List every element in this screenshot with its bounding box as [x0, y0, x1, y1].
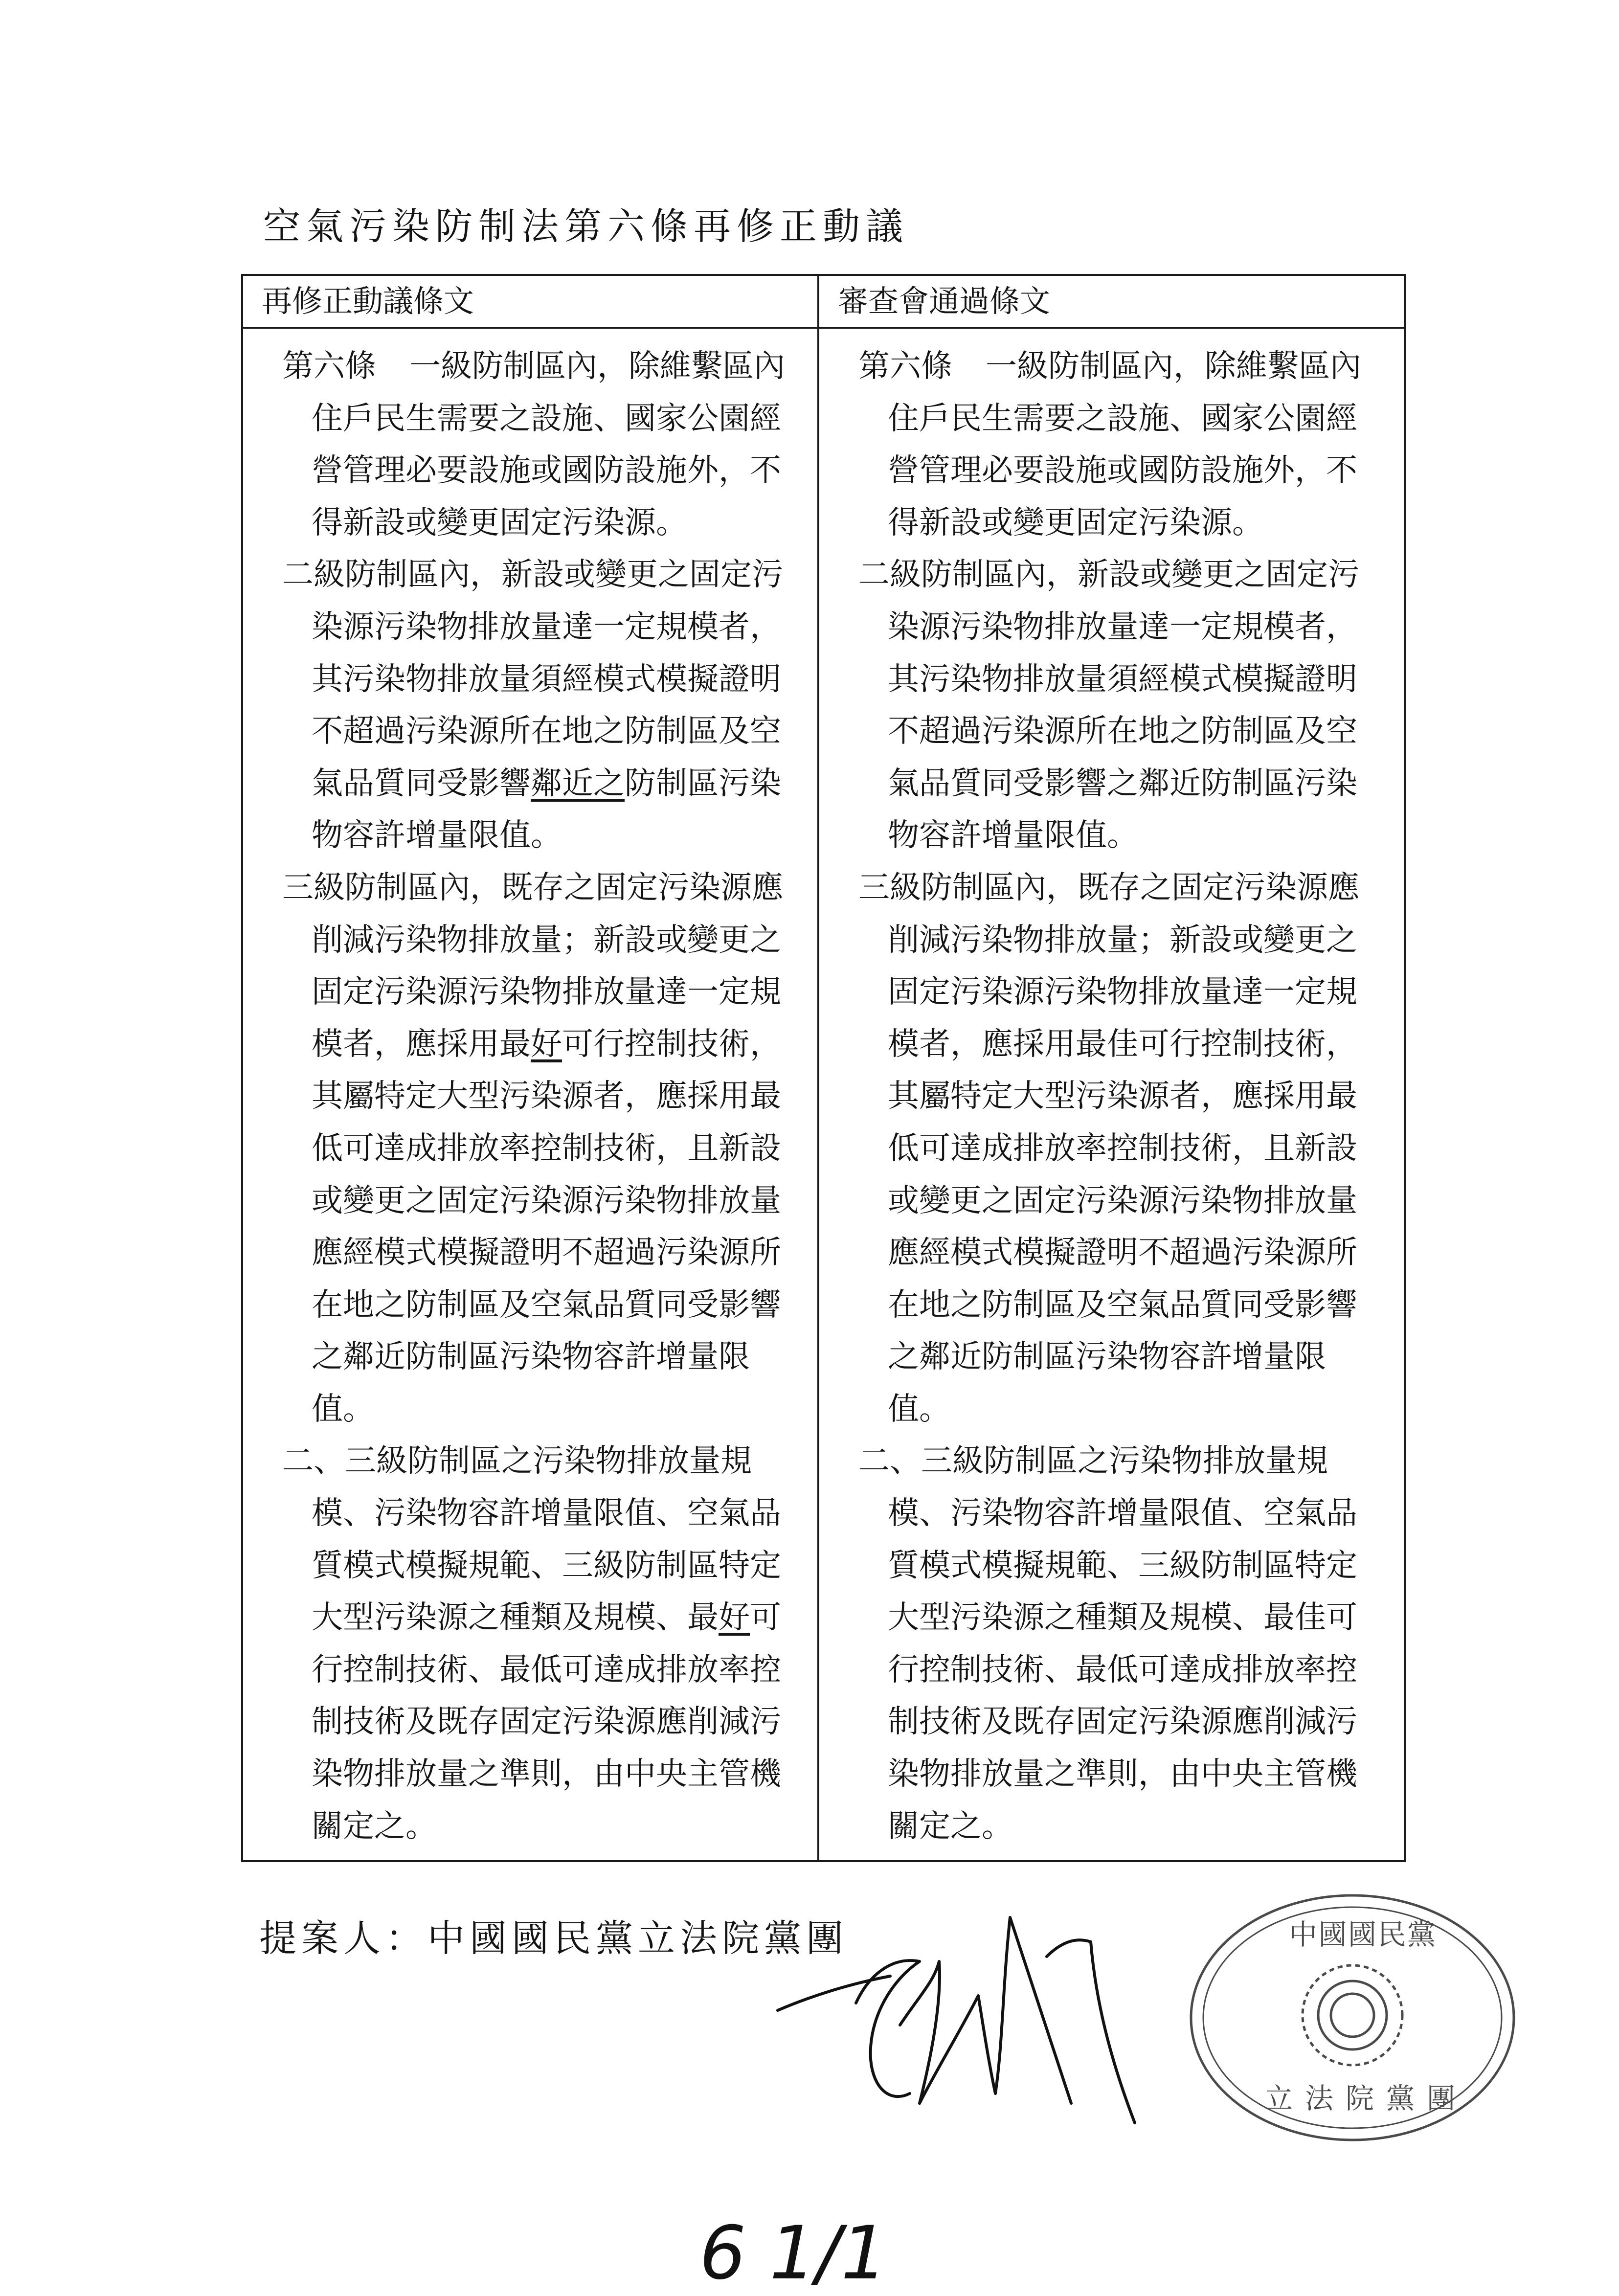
table-body-row: [242, 328, 1405, 1861]
header-revised-motion: 再修正動議條文: [242, 275, 818, 328]
article-paragraph-4: [282, 1435, 788, 1852]
handwritten-signature: [773, 1898, 1154, 2152]
article-paragraph-1: [282, 340, 788, 549]
article-paragraph-1: [858, 340, 1374, 549]
article-paragraph-3: [858, 862, 1374, 1436]
article-paragraph-4: [858, 1435, 1374, 1852]
revised-motion-cell: [242, 328, 818, 1861]
article-label: 第六條: [858, 348, 952, 384]
proposer-line: 提案人：中國國民黨立法院黨團: [259, 1916, 848, 1960]
paragraph-text: 三級防制區內，既存之固定污染源應削減污染物排放量；新設或變更之固定污染源污染物排放量達一定規模者，應採用最: [282, 869, 783, 1062]
paragraph-text: 二級防制區內，新設或變更之固定污染源污染物排放量達一定規模者，其污染物排放量須經模式模擬證明不超過污染源所在地之防制區及空氣品質同受影響之鄰近防制區污染物容許增量限值。: [858, 557, 1359, 854]
article-paragraph-2: [282, 549, 788, 862]
article-paragraph-2: [858, 549, 1374, 862]
table-header-row: [242, 275, 1405, 328]
document-title: 空氣污染防制法第六條再修正動議: [263, 204, 909, 248]
committee-version-cell: [818, 328, 1405, 1861]
amended-text: 好: [719, 1599, 750, 1636]
paragraph-text: 二、三級防制區之污染物排放量規模、污染物容許增量限值、空氣品質模式模擬規範、三級防制區特定大型污染源之種類及規模、最佳可行控制技術、最低可達成排放率控制技術及既存固定污染源應削減污染物排放量之準則，由中央主管機關定之。: [858, 1443, 1357, 1845]
paragraph-text: 一級防制區內，除維繫區內住戶民生需要之設施、國家公園經營管理必要設施或國防設施外，不得新設或變更固定污染源。: [888, 348, 1361, 541]
handwritten-page-number: 6 1/1: [699, 2211, 888, 2296]
article-label: 第六條: [282, 348, 376, 384]
paragraph-text: 三級防制區內，既存之固定污染源應削減污染物排放量；新設或變更之固定污染源污染物排放量達一定規模者，應採用最佳可行控制技術，其屬特定大型污染源者，應採用最低可達成排放率控制技術，且新設或變更之固定污染源污染物排放量應經模式模擬證明不超過污染源所在地之防制區及空氣品質同受影響之鄰近防制區污染物容許增量限值。: [858, 869, 1359, 1427]
paragraph-text: 二級防制區內，新設或變更之固定污染源污染物排放量達一定規模者，其污染物排放量須經模式模擬證明不超過污染源所在地之防制區及空氣品質同受影響: [282, 557, 783, 802]
paragraph-text: 防制區污染物容許增量限值。: [312, 765, 781, 854]
paragraph-text: 一級防制區內，除維繫區內住戶民生需要之設施、國家公園經營管理必要設施或國防設施外，不得新設或變更固定污染源。: [312, 348, 785, 541]
article-paragraph-3: [282, 862, 788, 1436]
paragraph-text: 可行控制技術，其屬特定大型污染源者，應採用最低可達成排放率控制技術，且新設或變更之固定污染源污染物排放量應經模式模擬證明不超過污染源所在地之防制區及空氣品質同受影響之鄰近防制區污染物容許增量限值。: [312, 1026, 781, 1427]
header-committee-version: 審查會通過條文: [818, 275, 1405, 328]
seal-text-bottom: 立法院黨團: [1264, 2082, 1455, 2115]
amended-text: 好: [531, 1026, 562, 1062]
paragraph-text: 二、三級防制區之污染物排放量規模、污染物容許增量限值、空氣品質模式模擬規範、三級防制區特定大型污染源之種類及規模、最: [282, 1443, 781, 1636]
amendment-table: [241, 274, 1406, 1862]
seal-text-top: 中國國民黨: [1289, 1918, 1436, 1951]
amended-text: 鄰近之: [531, 765, 625, 802]
paragraph-text: 可行控制技術、最低可達成排放率控制技術及既存固定污染源應削減污染物排放量之準則，由中央主管機關定之。: [312, 1599, 781, 1845]
party-caucus-seal: [1184, 1878, 1521, 2152]
